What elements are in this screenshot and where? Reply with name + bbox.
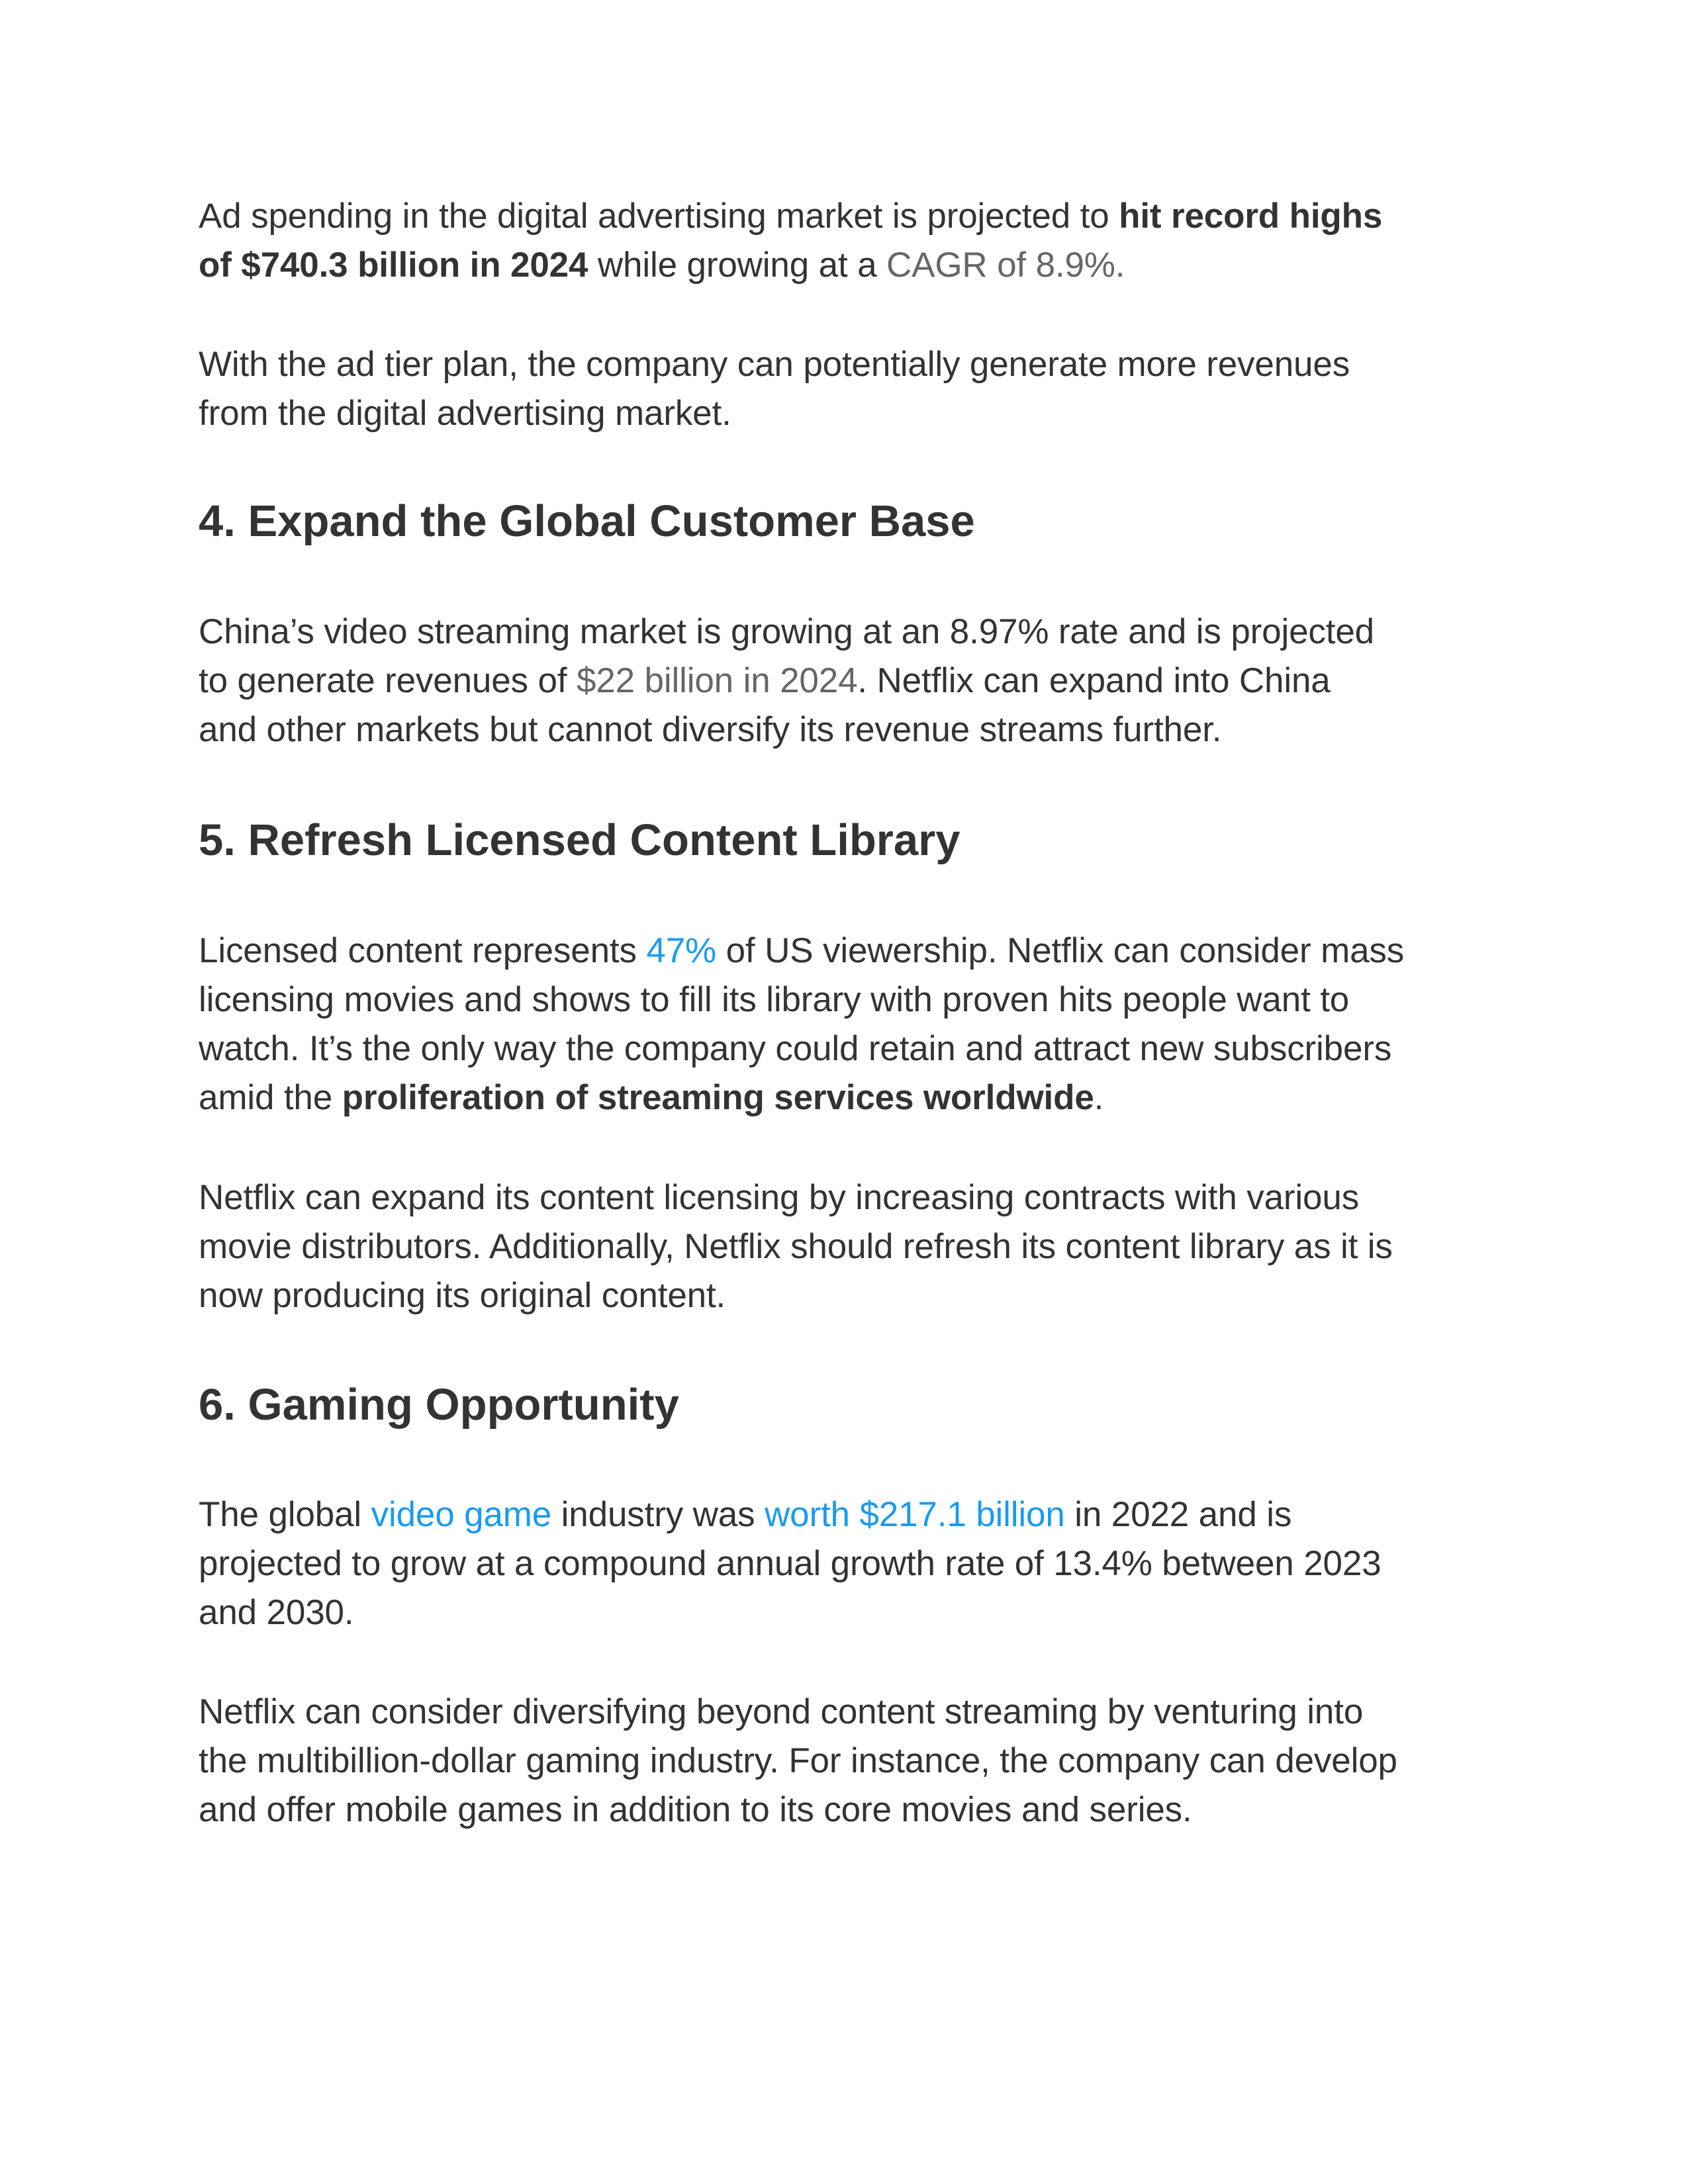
text-line: now producing its original content.: [199, 1276, 726, 1315]
text-line: and 2030.: [199, 1593, 354, 1632]
text-line: Netflix can expand its content licensing by increasing contracts with various: [199, 1178, 1360, 1217]
text-line: China’s video streaming market is growing at an 8.97% rate and is projected: [199, 612, 1374, 651]
paragraph-china: [199, 608, 1374, 754]
text: of US viewership. Netflix can consider mass: [716, 931, 1405, 970]
text-line: licensing movies and shows to fill its library with proven hits people want to: [199, 980, 1350, 1019]
text: . Netflix can expand into China: [857, 661, 1331, 700]
text: amid the: [199, 1078, 342, 1117]
paragraph-diversify: [199, 1688, 1397, 1835]
china-revenue-link[interactable]: $22 billion in 2024: [576, 661, 858, 700]
licensed-47-percent-link[interactable]: 47%: [646, 931, 717, 970]
heading-gaming-opportunity: 6. Gaming Opportunity: [199, 1380, 679, 1430]
text: Licensed content represents: [199, 931, 647, 970]
paragraph-gaming: [199, 1490, 1382, 1637]
bold-text: hit record highs: [1119, 197, 1383, 236]
text-line: projected to grow at a compound annual growth rate of 13.4% between 2023: [199, 1544, 1382, 1583]
industry-worth-link[interactable]: worth $217.1 billion: [765, 1495, 1065, 1534]
heading-expand-customer-base: 4. Expand the Global Customer Base: [199, 496, 975, 546]
text: to generate revenues of: [199, 661, 577, 700]
text-line: from the digital advertising market.: [199, 394, 731, 433]
text: Ad spending in the digital advertising market is projected to: [199, 197, 1119, 236]
text-line: and other markets but cannot diversify its revenue streams further.: [199, 710, 1222, 749]
text: .: [1094, 1078, 1104, 1117]
cagr-link[interactable]: CAGR of 8.9%.: [886, 246, 1125, 285]
bold-text: proliferation of streaming services worldwide: [342, 1078, 1094, 1117]
text-line: Netflix can consider diversifying beyond content streaming by venturing into: [199, 1692, 1364, 1731]
text: in 2022 and is: [1064, 1495, 1292, 1534]
text: industry was: [551, 1495, 765, 1534]
text-line: watch. It’s the only way the company could retain and attract new subscribers: [199, 1029, 1392, 1068]
bold-text: of $740.3 billion in 2024: [199, 246, 588, 285]
text-line: and offer mobile games in addition to its core movies and series.: [199, 1790, 1192, 1829]
text-line: the multibillion-dollar gaming industry. For instance, the company can develop: [199, 1741, 1397, 1780]
paragraph-expand-licensing: [199, 1173, 1393, 1320]
paragraph-licensed-content: [199, 927, 1404, 1122]
video-game-link[interactable]: video game: [371, 1495, 552, 1534]
text: The global: [199, 1495, 371, 1534]
heading-refresh-content-library: 5. Refresh Licensed Content Library: [199, 815, 961, 865]
text-line: movie distributors. Additionally, Netflix should refresh its content library as it is: [199, 1227, 1393, 1266]
paragraph-ad-tier: [199, 340, 1350, 438]
text-line: With the ad tier plan, the company can potentially generate more revenues: [199, 345, 1350, 384]
paragraph-ad-spending: [199, 192, 1382, 290]
text: while growing at a: [588, 246, 886, 285]
